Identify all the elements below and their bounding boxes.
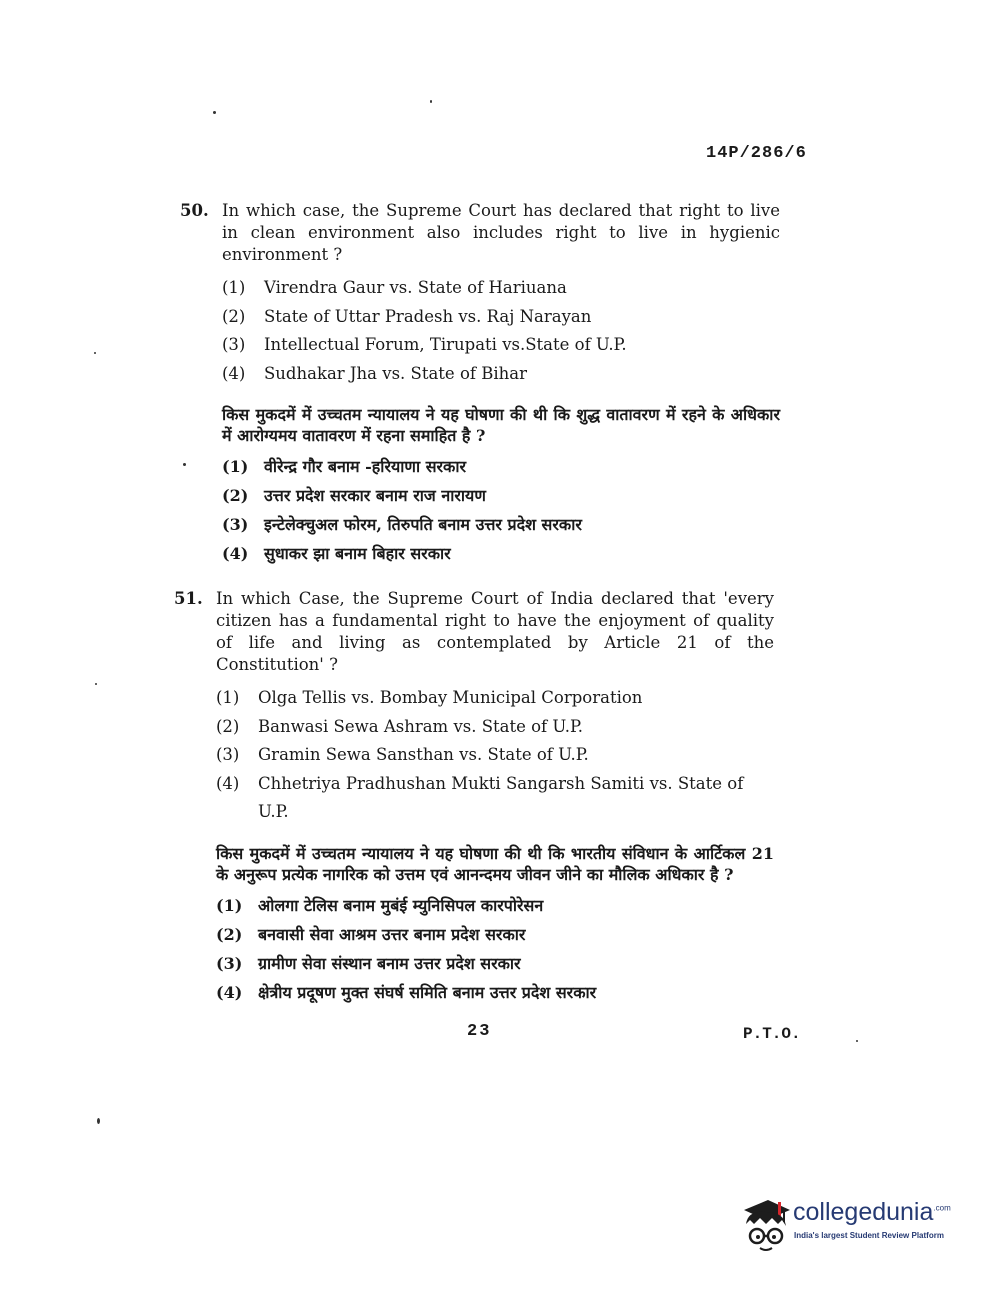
option-text: वीरेन्द्र गौर बनाम -हरियाणा सरकार	[264, 457, 467, 476]
option	[222, 481, 780, 510]
option	[222, 539, 780, 568]
option	[222, 331, 780, 360]
scan-speck	[97, 1118, 100, 1124]
option-number: (3)	[216, 953, 243, 973]
scan-speck	[213, 111, 216, 114]
option	[216, 770, 774, 827]
options-hindi	[222, 452, 780, 568]
option-number: (2)	[216, 716, 240, 736]
option-number: (1)	[216, 688, 240, 707]
question-text-hindi: किस मुकदमें में उच्चतम न्यायालय ने यह घोषणा की थी कि भारतीय संविधान के आर्टिकल 21 के अनुरूप प्रत्येक नागरिक को उत्तम एवं आनन्दमय जीवन जीने का मौलिक अधिकार है ?	[216, 843, 774, 884]
option-text: Sudhakar Jha vs. State of Bihar	[264, 363, 527, 383]
option-number: (3)	[222, 335, 246, 354]
option-text: Olga Tellis vs. Bombay Municipal Corporation	[258, 688, 643, 707]
option-number: (4)	[222, 363, 246, 383]
question-english	[174, 588, 774, 676]
option-text: सुधाकर झा बनाम बिहार सरकार	[264, 544, 451, 563]
question-text: In which Case, the Supreme Court of India declared that 'every citizen has a fundamental right to have the enjoyment of quality of life and living as contemplated by Article 21 of the Constitution' ?	[216, 589, 774, 674]
option-text: Gramin Sewa Sansthan vs. State of U.P.	[258, 745, 589, 764]
option-text: उत्तर प्रदेश सरकार बनाम राज नारायण	[264, 486, 486, 505]
options-english	[216, 684, 774, 827]
option-text: बनवासी सेवा आश्रम उत्तर बनाम प्रदेश सरकार	[258, 924, 526, 944]
options-hindi	[216, 891, 774, 1007]
student-mascot-icon	[738, 1196, 792, 1254]
option	[222, 303, 780, 332]
scan-speck	[94, 352, 96, 354]
option	[222, 510, 780, 539]
option-text: इन्टेलेक्चुअल फोरम, तिरुपति बनाम उत्तर प्रदेश सरकार	[264, 515, 582, 534]
brand-tagline: India's largest Student Review Platform	[794, 1231, 944, 1240]
option-number: (1)	[222, 457, 249, 476]
option-text: ओलगा टेलिस बनाम मुबंई म्युनिसिपल कारपोरेसन	[258, 895, 544, 915]
option	[216, 891, 774, 920]
scan-speck	[856, 1040, 858, 1042]
scan-speck	[95, 683, 97, 685]
question-text: In which case, the Supreme Court has declared that right to live in clean environment also includes right to live in hygienic environment ?	[222, 201, 780, 264]
question-51	[174, 588, 774, 1007]
question-number: 50.	[180, 201, 209, 220]
option	[216, 978, 774, 1007]
option-text: Chhetriya Pradhushan Mukti Sangarsh Samiti vs. State of U.P.	[258, 773, 744, 821]
option-number: (4)	[216, 982, 243, 1002]
option	[222, 452, 780, 481]
scan-speck	[430, 100, 432, 103]
option-number: (2)	[216, 924, 243, 944]
option-text: State of Uttar Pradesh vs. Raj Narayan	[264, 306, 592, 326]
question-number: 51.	[174, 589, 203, 608]
option-number: (1)	[216, 895, 243, 915]
option-number: (4)	[216, 773, 240, 793]
option	[216, 684, 774, 713]
paper-code: 14P/286/6	[706, 144, 807, 163]
page-number: 23	[467, 1022, 492, 1041]
question-text-hindi: किस मुकदमें में उच्चतम न्यायालय ने यह घोषणा की थी कि शुद्ध वातावरण में रहने के अधिकार में आरोग्यमय वातावरण में रहना समाहित है ?	[222, 405, 780, 445]
option-number: (3)	[222, 515, 249, 534]
brand-name: collegedunia$^{.com}$	[793, 1198, 951, 1226]
option	[216, 713, 774, 742]
question-english	[180, 200, 780, 266]
option-text: Intellectual Forum, Tirupati vs.State of U.P.	[264, 335, 627, 354]
question-hindi	[180, 404, 780, 568]
option	[216, 949, 774, 978]
option-text: ग्रामीण सेवा संस्थान बनाम उत्तर प्रदेश सरकार	[258, 953, 521, 973]
option-text: क्षेत्रीय प्रदूषण मुक्त संघर्ष समिति बनाम उत्तर प्रदेश सरकार	[258, 982, 597, 1002]
pto-label: P.T.O.	[743, 1025, 801, 1043]
option	[216, 741, 774, 770]
option	[222, 274, 780, 303]
collegedunia-watermark	[738, 1196, 968, 1256]
option	[216, 920, 774, 949]
option	[222, 360, 780, 389]
option-number: (4)	[222, 544, 249, 563]
option-number: (2)	[222, 486, 249, 505]
option-text: Virendra Gaur vs. State of Hariuana	[264, 278, 567, 297]
option-number: (2)	[222, 306, 246, 326]
options-english	[222, 274, 780, 388]
option-number: (1)	[222, 278, 246, 297]
question-hindi	[174, 843, 774, 1007]
question-50	[180, 200, 780, 568]
option-text: Banwasi Sewa Ashram vs. State of U.P.	[258, 716, 584, 736]
option-number: (3)	[216, 745, 240, 764]
